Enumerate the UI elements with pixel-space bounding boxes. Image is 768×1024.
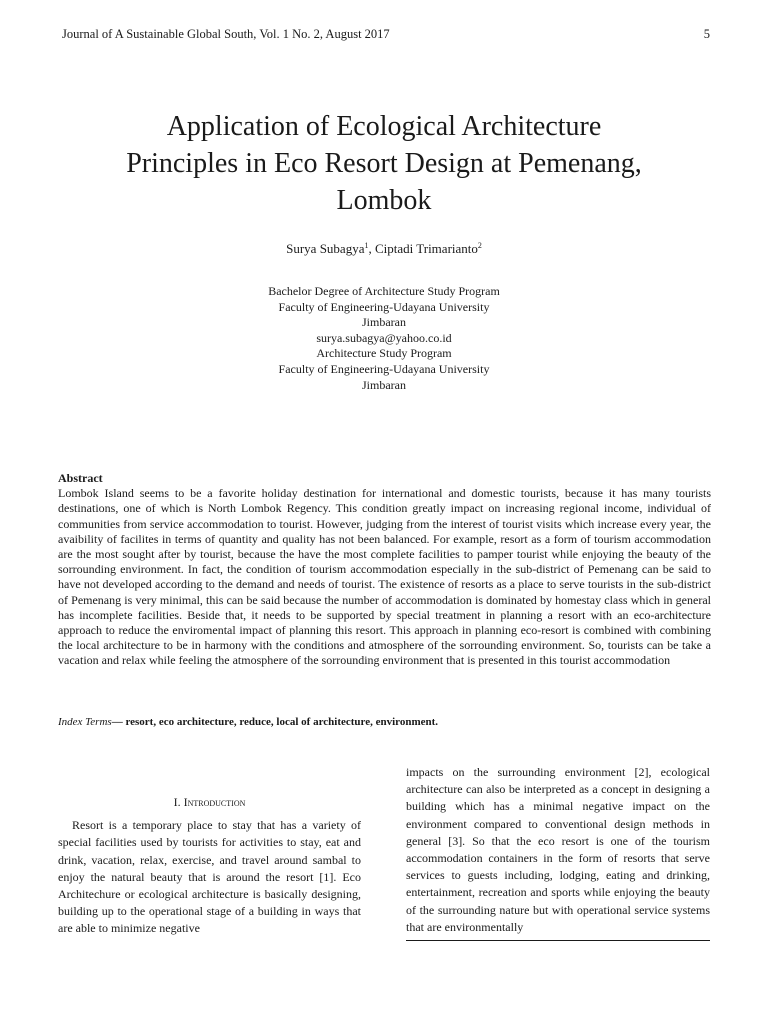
affiliation-line: Bachelor Degree of Architecture Study Program [268, 284, 500, 298]
title-line: Principles in Eco Resort Design at Pemenang, [126, 148, 642, 179]
title-line: Lombok [336, 185, 432, 216]
running-header [62, 27, 710, 42]
footnote-divider [406, 940, 710, 941]
index-terms-list: resort, eco architecture, reduce, local of architecture, environment. [125, 716, 439, 728]
author-name: Surya Subagya [286, 241, 365, 256]
index-terms [58, 716, 711, 728]
affiliation-line: Faculty of Engineering-Udayana University [278, 299, 490, 314]
author-name: Ciptadi Trimarianto [374, 241, 478, 256]
author-email: surya.subagya@yahoo.co.id [316, 330, 452, 345]
author-affiliation-mark: 2 [477, 241, 482, 250]
page-number: 5 [703, 27, 710, 41]
abstract-text: Lombok Island seems to be a favorite holiday destination for international and domestic tourists, because it has many tourists destinations, one of which is North Lombok Regency. This condition greatly impact on increasing regional income, individual of communities from service accommodation to tourist. However, judging from the interest of tourist visits which increase every year, the avaibility of facilites in terms of quantity and quality has not been balanced. For example, resort as a form of tourism accommodation are the most sought after by tourist, because the have the most complete facilities to pamper tourist while enjoying the beauty of the sorrounding environment. In fact, the condition of tourism accommodation especially in the sub-district of Pemenang can be said to have not developed according to the demand and needs of tourist. The existence of resorts as a place to serve tourists in the sub-district of Pemenang is very minimal, this can be said because the number of accommodation is dominated by homestay class which in general has incomplete facilities. Beside that, it needs to be supported by special treatment in planning a resort with an eco-architecture approach to reduce the enviromental impact of planning this resort. This approach in planning eco-resort is combined with combining the local architecture to be in harmony with the conditions and atmosphere of the sorrounding environment. So, tourists can be take a vacation and relax while feeling the atmosphere of the sorrounding environment that is presented in this tourist accommodation [58, 486, 711, 668]
index-terms-dash: — [111, 716, 126, 728]
affiliation-block [0, 284, 768, 393]
affiliation-line: Faculty of Engineering-Udayana University [278, 361, 490, 376]
right-column [406, 764, 710, 936]
body-paragraph: impacts on the surrounding environment [2], ecological architecture can also be interpreted as a concept in designing a building which has a minimal negative impact on the environment compared to conventional design methods in general [3]. So that the eco resort is one of the tourism accommodation containers in the form of resorts that serve services to guests including, lodging, eating and drinking, entertainment, recreation and sports while enjoying the beauty of the surrounding nature but with operational service systems that are environmentally [406, 765, 710, 934]
title-line: Application of Ecological Architecture [166, 111, 602, 142]
journal-citation: Journal of A Sustainable Global South, Vol. 1 No. 2, August 2017 [62, 27, 390, 41]
paper-title [80, 108, 688, 219]
affiliation-line: Jimbaran [362, 315, 406, 330]
section-heading-introduction: I. Introduction [173, 795, 246, 809]
abstract-heading: Abstract [58, 471, 103, 485]
author-affiliation-mark: 1 [364, 241, 369, 250]
index-terms-label: Index Terms [58, 716, 112, 728]
affiliation-line: Jimbaran [362, 377, 406, 392]
abstract-section [58, 471, 711, 669]
author-separator: , [368, 241, 375, 256]
left-column [58, 794, 361, 938]
affiliation-line: Architecture Study Program [316, 346, 452, 361]
author-list [0, 241, 768, 257]
body-paragraph: Resort is a temporary place to stay that has a variety of special facilities used by tourists for activities to stay, eat and drink, vacation, relax, exercise, and travel around sambal to enjoy the natural beauty that is around the resort [1]. Eco Architechure or ecological architecture is basically designing, building up to the operational stage of a building in ways that are able to minimize negative [58, 818, 361, 936]
